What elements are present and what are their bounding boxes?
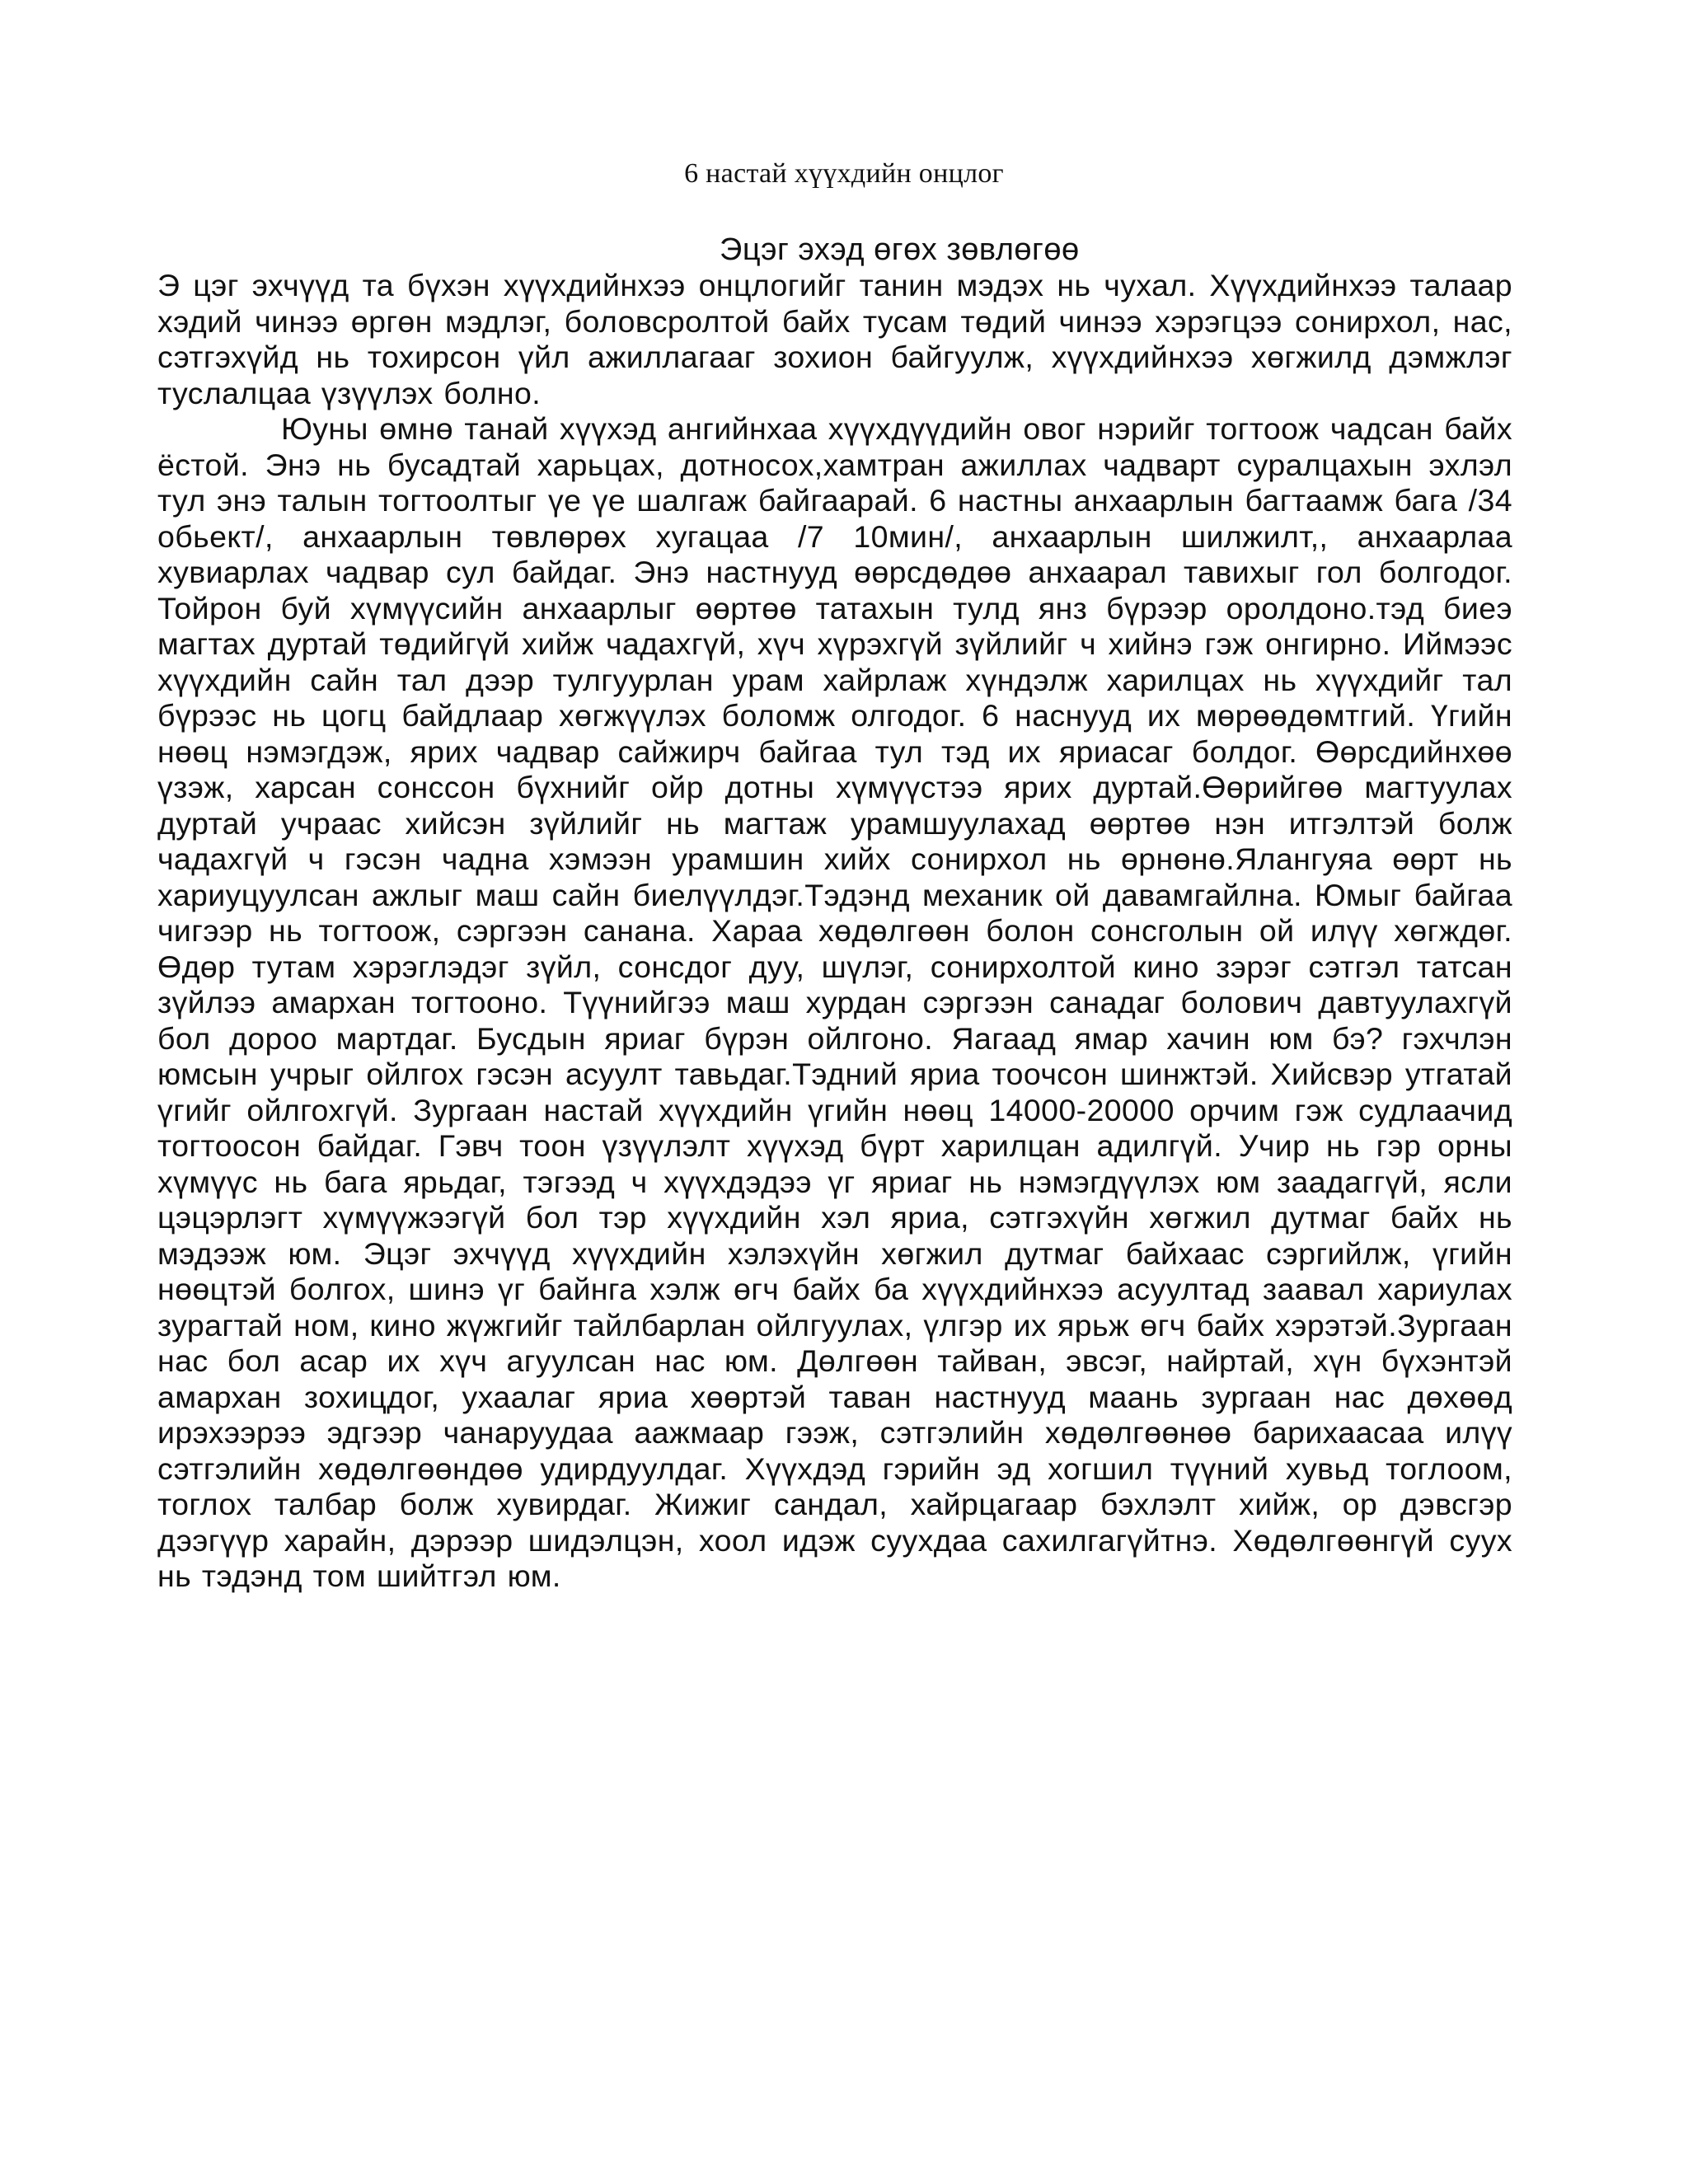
document-subtitle: Эцэг эхэд өгөх зөвлөгөө xyxy=(720,232,1080,267)
document-title: 6 настай хүүхдийн онцлог xyxy=(684,158,1004,189)
paragraph-main: Юуны өмнө танай хүүхэд ангийнхаа хүүхдүүдийн овог нэрийг тогтоож чадсан байх ёстой. Энэ нь бусадтай харьцах, дотносох,хамтран ажиллах чадварт суралцахын эхлэл тул энэ талын тогтоолтыг үе үе шалгаж байгаарай. 6 настны анхаарлын багтаамж бага /34 обьект/, анхаарлын төвлөрөх хугацаа /7 10мин/, анхаарлын шилжилт,, анхаарлаа хувиарлах чадвар сул байдаг. Энэ настнууд өөрсдөдөө анхаарал тавихыг гол болгодог. Тойрон буй хүмүүсийн анхаарлыг өөртөө татахын тулд янз бүрээр оролдоно.тэд биеэ магтах дуртай төдийгүй хийж чадахгүй, хүч хүрэхгүй зүйлийг ч хийнэ гэж онгирно. Иймээс хүүхдийн сайн тал дээр тулгуурлан урам хайрлаж хүндэлж харилцах нь хүүхдийг тал бүрээс нь цогц байдлаар хөгжүүлэх боломж олгодог. 6 наснууд их мөрөөдөмтгий. Үгийн нөөц нэмэгдэж, ярих чадвар сайжирч байгаа тул тэд их яриасаг болдог. Өөрсдийнхөө үзэж, харсан сонссон бүхнийг ойр дотны хүмүүстээ ярих дуртай.Өөрийгөө магтуулах дуртай учраас хийсэн зүйлийг нь магтаж урамшуулахад өөртөө нэн итгэлтэй болж чадахгүй ч гэсэн чадна хэмээн урамшин хийх сонирхол нь өрнөнө.Ялангуяа өөрт нь хариуцуулсан ажлыг маш сайн биелүүлдэг.Тэдэнд механик ой давамгайлна. Юмыг байгаа чигээр нь тогтоож, сэргээн санана. Хараа хөдөлгөөн болон сонсголын ой илүү хөгждөг. Өдөр тутам хэрэглэдэг зүйл, сонсдог дуу, шүлэг, сонирхолтой кино зэрэг сэтгэл татсан зүйлээ амархан тогтооно. Түүнийгээ маш хурдан сэргээн санадаг болович давтуулахгүй бол дороо мартдаг. Бусдын яриаг бүрэн ойлгоно. Яагаад ямар хачин юм бэ? гэхчлэн юмсын учрыг ойлгох гэсэн асуулт тавьдаг.Тэдний яриа тоочсон шинжтэй. Хийсвэр утгатай үгийг ойлгохгүй. Зургаан настай хүүхдийн үгийн нөөц 14000-20000 орчим гэж судлаачид тогтоосон байдаг. Гэвч тоон үзүүлэлт хүүхэд бүрт харилцан адилгүй. Учир нь гэр орны хүмүүс нь бага ярьдаг, тэгээд ч хүүхдэдээ үг яриаг нь нэмэгдүүлэх юм заадаггүй, ясли цэцэрлэгт хүмүүжээгүй бол тэр хүүхдийн хэл яриа, сэтгэхүйн хөгжил дутмаг байх нь мэдээж юм. Эцэг эхчүүд хүүхдийн хэлэхүйн хөгжил дутмаг байхаас сэргийлж, үгийн нөөцтэй болгох, шинэ үг байнга хэлж өгч байх ба хүүхдийнхээ асуултад заавал хариулах зурагтай ном, кино жүжгийг тайлбарлан ойлгуулах, үлгэр их ярьж өгч байх хэрэтэй.Зургаан нас бол асар их хүч агуулсан нас юм. Дөлгөөн тайван, эвсэг, найртай, хүн бүхэнтэй амархан зохицдог, ухаалаг яриа хөөртэй таван настнууд маань зургаан нас дөхөөд ирэхээрээ эдгээр чанаруудаа аажмаар гээж, сэтгэлийн хөдөлгөөнөө барихаасаа илүү сэтгэлийн хөдөлгөөндөө удирдуулдаг. Хүүхдэд гэрийн эд хогшил түүний хувьд тоглоом, тоглох талбар болж хувирдаг. Жижиг сандал, хайрцагаар бэхлэлт хийж, ор дэвсгэр дээгүүр харайн, дэрээр шидэлцэн, хоол идэж суухдаа сахилгагүйтнэ. Хөдөлгөөнгүй суух нь тэдэнд том шийтгэл юм. xyxy=(157,411,1512,1593)
paragraph-intro: Э цэг эхчүүд та бүхэн хүүхдийнхээ онцлогийг танин мэдэх нь чухал. Хүүхдийнхээ талаар хэдий чинээ өргөн мэдлэг, боловсролтой байх тусам төдий чинээ хэрэгцээ сонирхол, нас, сэтгэхүйд нь тохирсон үйл ажиллагааг зохион байгуулж, хүүхдийнхээ хөгжилд дэмжлэг туслалцаа үзүүлэх болно. xyxy=(157,268,1512,410)
document-body xyxy=(157,268,1512,1595)
